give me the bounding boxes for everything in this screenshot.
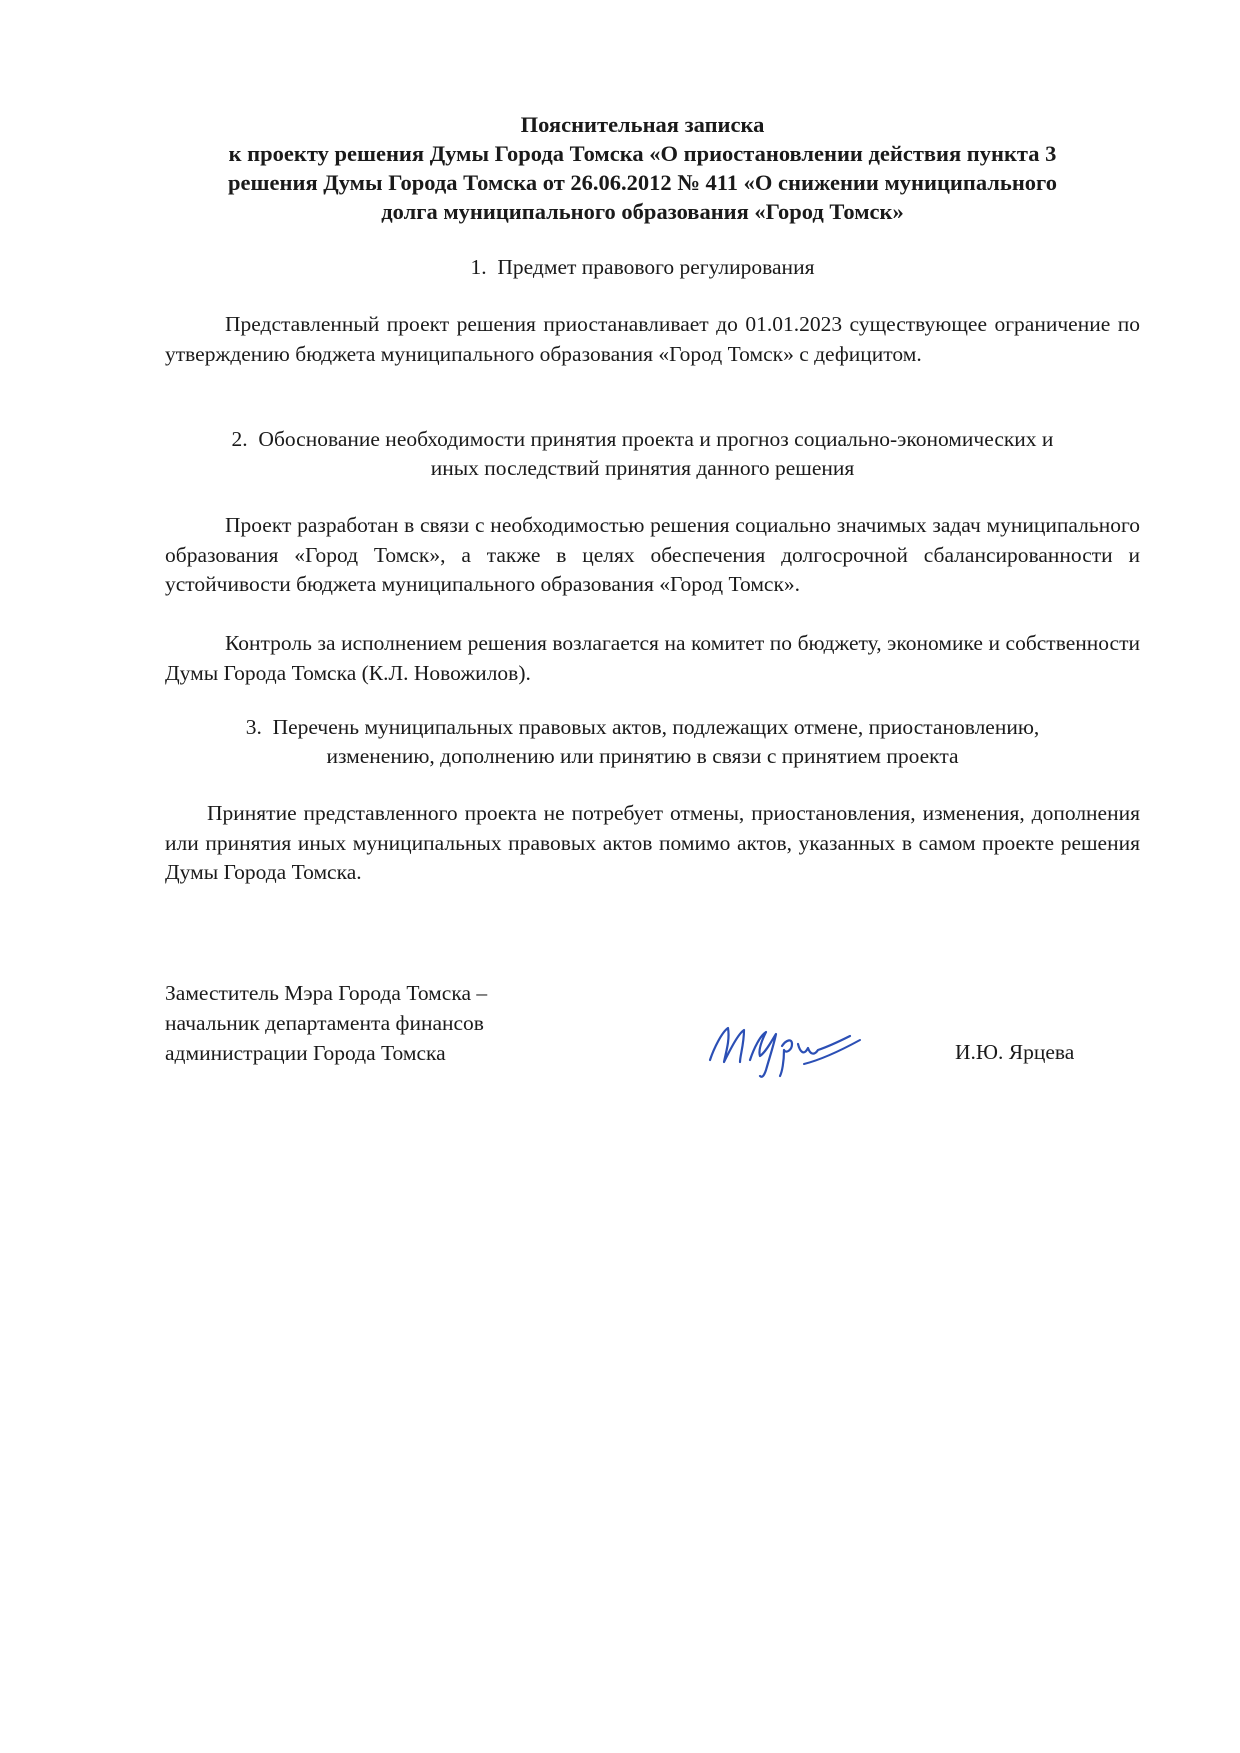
section-2-heading-line-2: иных последствий принятия данного решения bbox=[430, 456, 855, 480]
title-line-1: Пояснительная записка bbox=[520, 112, 765, 137]
signer-position-line-1: Заместитель Мэра Города Томска – bbox=[165, 981, 488, 1005]
section-2-heading bbox=[150, 425, 1135, 483]
title-line-2: к проекту решения Думы Города Томска «О приостановлении действия пункта 3 bbox=[228, 141, 1057, 166]
title-line-3: решения Думы Города Томска от 26.06.2012 № 411 «О снижении муниципального bbox=[228, 170, 1057, 195]
section-2-paragraph-1: Проект разработан в связи с необходимостью решения социально значимых задач муниципального образования «Город Томск», а также в целях обеспечения долгосрочной сбалансированности и устойчивости бюджета муниципального образования «Город Томск». bbox=[165, 513, 1140, 596]
signer-position bbox=[165, 978, 487, 1068]
section-3-heading-line-2: изменению, дополнению или принятию в связи с принятием проекта bbox=[326, 744, 959, 768]
section-2-heading-line-1: 2. Обоснование необходимости принятия проекта и прогноз социально-экономических и bbox=[231, 427, 1054, 451]
section-1-paragraph: Представленный проект решения приостанавливает до 01.01.2023 существующее ограничение по утверждению бюджета муниципального образования «Город Томск» с дефицитом. bbox=[165, 312, 1140, 366]
section-3-paragraph: Принятие представленного проекта не потребует отмены, приостановления, изменения, дополнения или принятия иных муниципальных правовых актов помимо актов, указанных в самом проекте решения Думы Города Томска. bbox=[165, 801, 1140, 884]
signer-position-line-3: администрации Города Томска bbox=[165, 1041, 446, 1065]
section-3-heading bbox=[150, 713, 1135, 771]
handwritten-signature bbox=[700, 1010, 875, 1080]
signer-name: И.Ю. Ярцева bbox=[955, 1040, 1075, 1064]
title-line-4: долга муниципального образования «Город Томск» bbox=[381, 199, 904, 224]
signer-position-line-2: начальник департамента финансов bbox=[165, 1011, 484, 1035]
section-3-heading-line-1: 3. Перечень муниципальных правовых актов, подлежащих отмене, приостановлению, bbox=[245, 715, 1040, 739]
document-title bbox=[150, 110, 1135, 226]
section-2-paragraph-2: Контроль за исполнением решения возлагается на комитет по бюджету, экономике и собственности Думы Города Томска (К.Л. Новожилов). bbox=[165, 631, 1140, 685]
section-1-heading: 1. Предмет правового регулирования bbox=[470, 255, 815, 279]
